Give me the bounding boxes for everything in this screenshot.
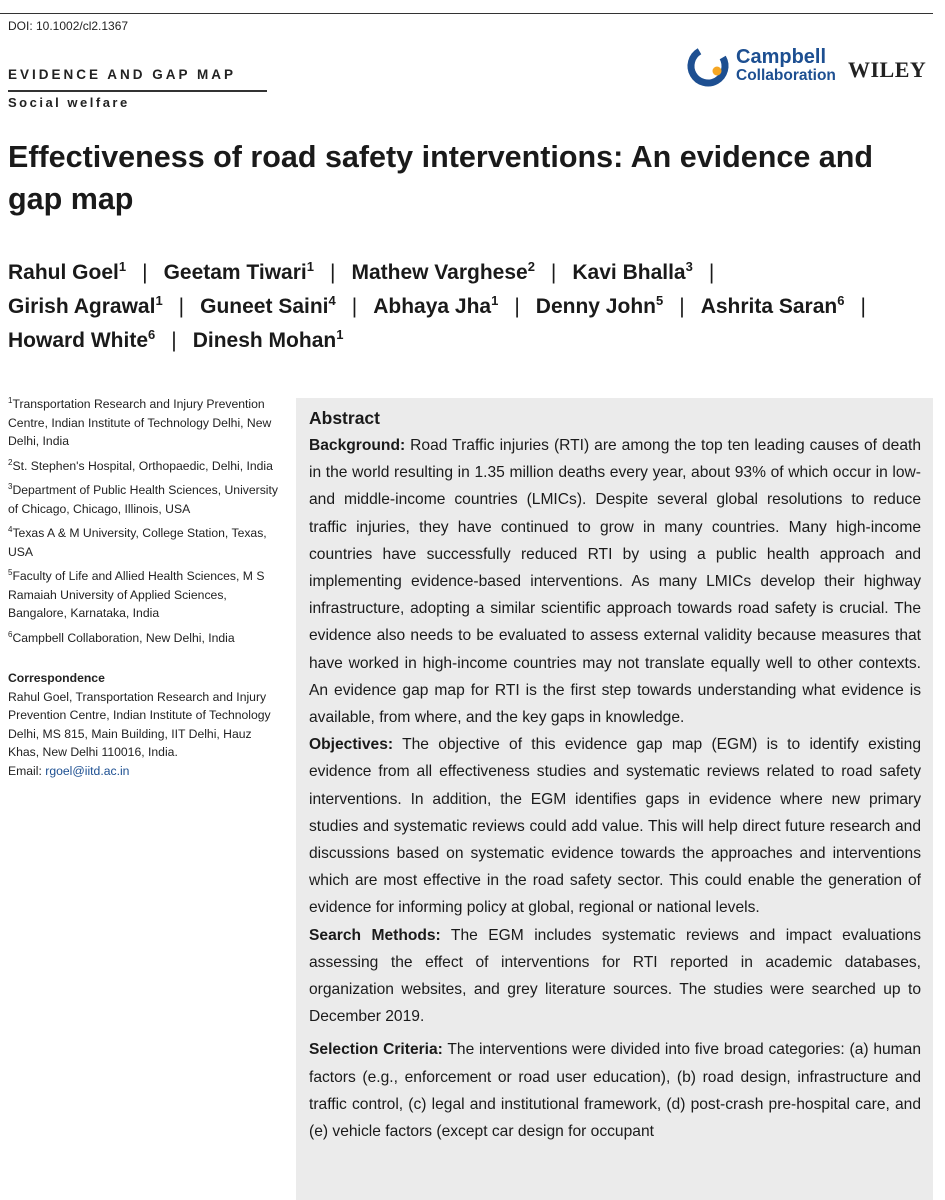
abstract-section-label: Background: bbox=[309, 437, 406, 454]
abstract-section-text: The interventions were divided into five broad categories: (a) human factors (e.g., enforcement or road user education), (b) road design, infrastructure and traffic control, (c) legal and institutional framework, (d) post-crash pre-hospital care, and (e) vehicle factors (except car design for occupant bbox=[309, 1041, 922, 1141]
email-link[interactable]: rgoel@iitd.ac.in bbox=[45, 763, 130, 778]
affiliation-sup: 3 bbox=[8, 481, 13, 491]
author-affiliation-sup: 1 bbox=[118, 259, 127, 274]
affiliation-sup: 2 bbox=[8, 457, 13, 467]
author-affiliation-sup: 6 bbox=[148, 327, 156, 342]
abstract-section bbox=[309, 731, 921, 921]
author-affiliation-sup: 2 bbox=[527, 259, 535, 274]
affiliation-list bbox=[8, 395, 280, 647]
author-name[interactable] bbox=[536, 295, 663, 318]
affiliation-text: Faculty of Life and Allied Health Sciences, M S Ramaiah University of Applied Sciences, Bangalore, Karnataka, India bbox=[8, 569, 265, 620]
author-separator: | bbox=[860, 295, 866, 318]
author-name-text: Girish Agrawal bbox=[8, 295, 156, 318]
section-label: EVIDENCE AND GAP MAP bbox=[8, 67, 237, 82]
author-name[interactable] bbox=[200, 295, 336, 318]
affiliation-text: Department of Public Health Sciences, University of Chicago, Chicago, Illinois, USA bbox=[8, 483, 278, 516]
author-separator: | bbox=[142, 261, 148, 284]
logo-line2: Collaboration bbox=[736, 67, 836, 85]
author-separator: | bbox=[351, 295, 358, 318]
author-affiliation-sup: 1 bbox=[306, 259, 314, 274]
author-name-text: Rahul Goel bbox=[8, 261, 119, 284]
abstract-section-label: Search Methods: bbox=[309, 926, 441, 944]
author-affiliation-sup: 6 bbox=[837, 293, 845, 308]
affiliation-text: Transportation Research and Injury Prevention Centre, Indian Institute of Technology Delhi, New Delhi, India bbox=[8, 397, 272, 448]
affiliation-sup: 1 bbox=[8, 395, 13, 405]
author-name[interactable] bbox=[164, 261, 314, 284]
abstract-section-label: Selection Criteria: bbox=[309, 1041, 443, 1059]
affiliation-sup: 4 bbox=[8, 524, 13, 534]
author-name[interactable] bbox=[351, 261, 534, 284]
abstract-section bbox=[309, 1036, 921, 1145]
author-name[interactable] bbox=[193, 329, 344, 352]
author-name-text: Kavi Bhalla bbox=[572, 261, 686, 284]
affiliation-sup: 5 bbox=[8, 567, 13, 577]
correspondence-heading: Correspondence bbox=[8, 671, 105, 685]
affiliation-item bbox=[8, 567, 280, 623]
affiliation-item bbox=[8, 524, 280, 561]
abstract-section bbox=[309, 432, 921, 731]
affiliation-sup: 6 bbox=[8, 629, 13, 639]
abstract-sections bbox=[309, 432, 921, 1145]
abstract-heading: Abstract bbox=[309, 408, 380, 428]
author-name-text: Guneet Saini bbox=[200, 295, 329, 318]
author-affiliation-sup: 3 bbox=[685, 259, 693, 274]
author-separator: | bbox=[178, 295, 185, 318]
section-subject: Social welfare bbox=[8, 95, 130, 110]
affiliation-text: Campbell Collaboration, New Delhi, India bbox=[12, 630, 235, 645]
campbell-logo-icon bbox=[686, 44, 730, 88]
campbell-logo[interactable] bbox=[686, 44, 836, 88]
author-name[interactable] bbox=[8, 261, 126, 284]
author-separator: | bbox=[329, 261, 336, 284]
correspondence-address: Rahul Goel, Transportation Research and Injury Prevention Centre, Indian Institute of Technology Delhi, MS 815, Main Building, IIT Delhi, Hauz Khas, New Delhi 110016, India. bbox=[8, 689, 271, 759]
author-name-text: Dinesh Mohan bbox=[192, 329, 337, 352]
author-name-text: Geetam Tiwari bbox=[163, 261, 307, 284]
doi[interactable]: DOI: 10.1002/cl2.1367 bbox=[8, 19, 129, 33]
author-affiliation-sup: 4 bbox=[328, 293, 336, 308]
affiliation-item bbox=[8, 481, 280, 518]
affiliation-text: St. Stephen's Hospital, Orthopaedic, Delhi, India bbox=[12, 458, 273, 473]
author-separator: | bbox=[550, 261, 557, 284]
affiliation-item bbox=[8, 395, 280, 451]
affiliation-item bbox=[8, 629, 280, 648]
author-separator: | bbox=[679, 295, 685, 318]
author-name-text: Denny John bbox=[535, 295, 656, 318]
author-affiliation-sup: 5 bbox=[655, 293, 664, 308]
author-name[interactable] bbox=[8, 295, 163, 318]
wiley-logo[interactable]: WILEY bbox=[848, 57, 927, 82]
abstract-section-label: Objectives: bbox=[309, 736, 394, 754]
author-separator: | bbox=[514, 295, 520, 318]
correspondence-body bbox=[8, 688, 280, 781]
affiliations bbox=[8, 395, 280, 780]
author-name[interactable] bbox=[701, 295, 845, 318]
author-separator: | bbox=[171, 329, 177, 352]
author-affiliation-sup: 1 bbox=[155, 293, 163, 308]
affiliation-text: Texas A & M University, College Station, Texas, USA bbox=[8, 526, 267, 559]
article-title: Effectiveness of road safety interventions: An evidence and gap map bbox=[8, 140, 873, 216]
abstract-section-text: The objective of this evidence gap map (EGM) is to identify existing evidence from all effectiveness studies and systematic reviews related to road safety interventions. In addition, the EGM identifies gaps in evidence where new primary studies and systematic reviews could add value. This will help direct future research and discussions based on systematic evidence towards the approaches and interventions which are most effective in the road safety sector. This could enable the generation of evidence for informing policy at global, regional or national levels. bbox=[309, 736, 921, 917]
section-rule bbox=[8, 90, 267, 92]
author-name-text: Mathew Varghese bbox=[351, 261, 528, 284]
abstract-section bbox=[309, 922, 921, 1031]
abstract-box bbox=[296, 398, 933, 1200]
author-list bbox=[8, 256, 938, 358]
author-name[interactable] bbox=[8, 329, 155, 352]
logo-line1: Campbell bbox=[736, 46, 827, 69]
author-name-text: Ashrita Saran bbox=[700, 295, 838, 318]
abstract-section-text: Road Traffic injuries (RTI) are among the top ten leading causes of death in the world resulting in 1.35 million deaths every year, about 93% of which occur in low- and middle-income countries (LMICs). Despite several global resolutions to reduce traffic injuries, they have continued to grow in many countries. Many high-income countries have successfully reduced RTI by using a public health approach and implementing evidence-based interventions. As many LMICs develop their highway infrastructure, adopting a similar scientific approach towards road safety is crucial. The evidence also needs to be evaluated to assess external validity because measures that have worked in high-income countries may not translate equally well to other contexts. An evidence gap map for RTI is the first step towards understanding what evidence is available, from where, and the key gaps in knowledge. bbox=[309, 437, 921, 727]
author-name[interactable] bbox=[572, 261, 692, 284]
author-separator: | bbox=[708, 261, 715, 284]
author-name-text: Abhaya Jha bbox=[373, 295, 492, 318]
email-label: Email: bbox=[8, 763, 42, 778]
top-rule bbox=[0, 13, 933, 14]
author-affiliation-sup: 1 bbox=[336, 327, 344, 342]
affiliation-item bbox=[8, 457, 280, 476]
abstract-section-text: The EGM includes systematic reviews and impact evaluations assessing the effect of interventions for RTI reported in academic databases, organization websites, and grey literature sources. The studies were searched up to December 2019. bbox=[309, 926, 921, 1026]
author-name[interactable] bbox=[373, 295, 498, 318]
author-name-text: Howard White bbox=[8, 329, 148, 352]
author-affiliation-sup: 1 bbox=[491, 293, 499, 308]
campbell-logo-text bbox=[736, 47, 836, 84]
